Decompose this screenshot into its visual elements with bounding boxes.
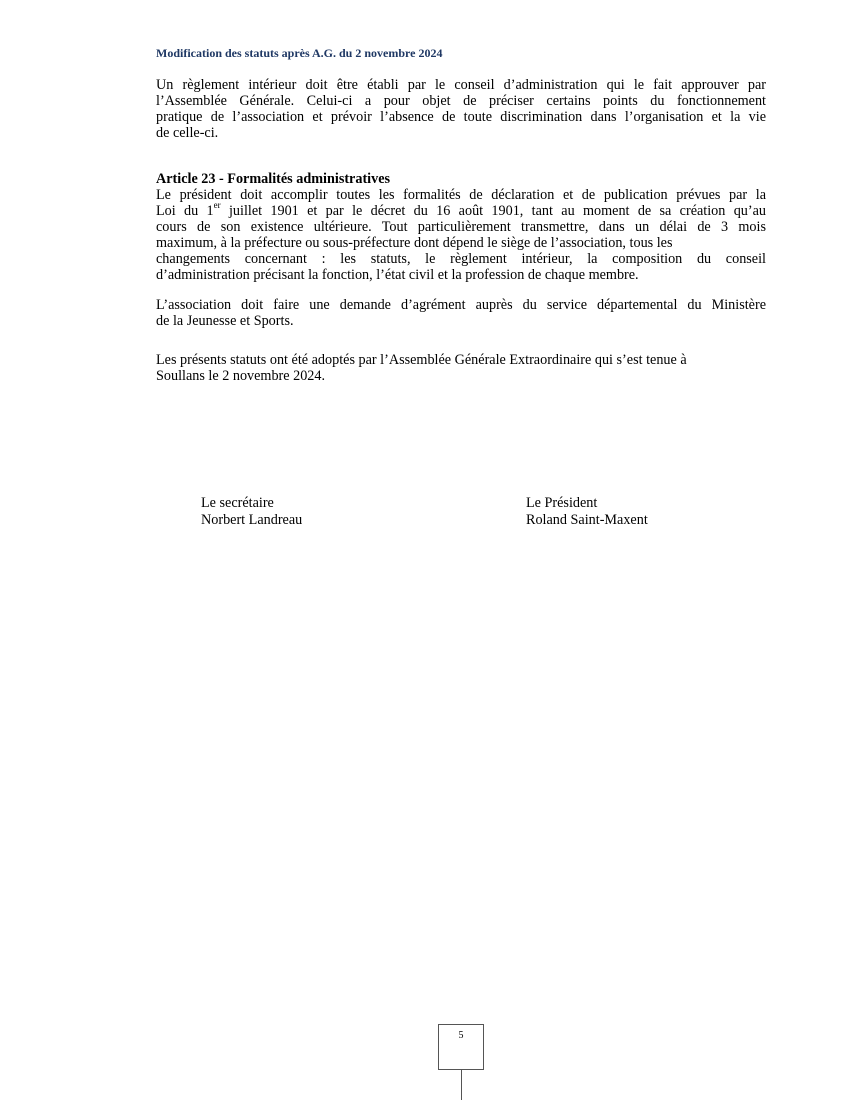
signature-name: Norbert Landreau (201, 512, 303, 528)
text-fragment: juillet 1901 et par le décret du 16 août 1901, tant au moment de sa création qu’au (220, 203, 766, 219)
paragraph-formalites (156, 187, 766, 283)
text-line: d’administration précisant la fonction, l’état civil et la profession de chaque membre. (156, 267, 639, 283)
paragraph-agrement (156, 297, 766, 329)
signature-name: Roland Saint-Maxent (526, 512, 648, 528)
paragraph-reglement-interieur (156, 77, 766, 141)
text-line: Soullans le 2 novembre 2024. (156, 368, 326, 384)
signature-role: Le Président (526, 495, 598, 511)
text-fragment: Loi du 1 (156, 203, 214, 219)
text-line: changements concernant : les statuts, le règlement intérieur, la composition du conseil (156, 251, 766, 267)
text-line: maximum, à la préfecture ou sous-préfecture dont dépend le siège de l’association, tous les (156, 235, 673, 251)
text-line: Les présents statuts ont été adoptés par l’Assemblée Générale Extraordinaire qui s’est tenue à (156, 352, 687, 368)
text-line: cours de son existence ultérieure. Tout particulièrement transmettre, dans un délai de 3 mois (156, 219, 766, 235)
text-line: Un règlement intérieur doit être établi par le conseil d’administration qui le fait approuver par (156, 77, 766, 93)
article-23-title: Article 23 - Formalités administratives (156, 171, 391, 187)
paragraph-adoption (156, 352, 766, 384)
text-line: L’association doit faire une demande d’agrément auprès du service départemental du Ministère (156, 297, 766, 313)
text-line: Le président doit accomplir toutes les formalités de déclaration et de publication prévues par la (156, 187, 766, 203)
superscript: er (213, 200, 221, 211)
signature-role: Le secrétaire (201, 495, 274, 511)
text-line: de celle-ci. (156, 125, 219, 141)
text-line: pratique de l’association et prévoir l’absence de toute discrimination dans l’organisation et la vie (156, 109, 766, 125)
signature-president (526, 495, 648, 529)
signature-secretaire (201, 495, 302, 529)
text-line: l’Assemblée Générale. Celui-ci a pour objet de préciser certains points du fonctionnement (156, 93, 766, 109)
page-number: 5 (458, 1030, 464, 1041)
document-header: Modification des statuts après A.G. du 2 novembre 2024 (156, 46, 443, 60)
page-number-connector (461, 1070, 462, 1100)
text-line: de la Jeunesse et Sports. (156, 313, 294, 329)
text-line (156, 200, 766, 219)
page-number-box (438, 1024, 484, 1070)
